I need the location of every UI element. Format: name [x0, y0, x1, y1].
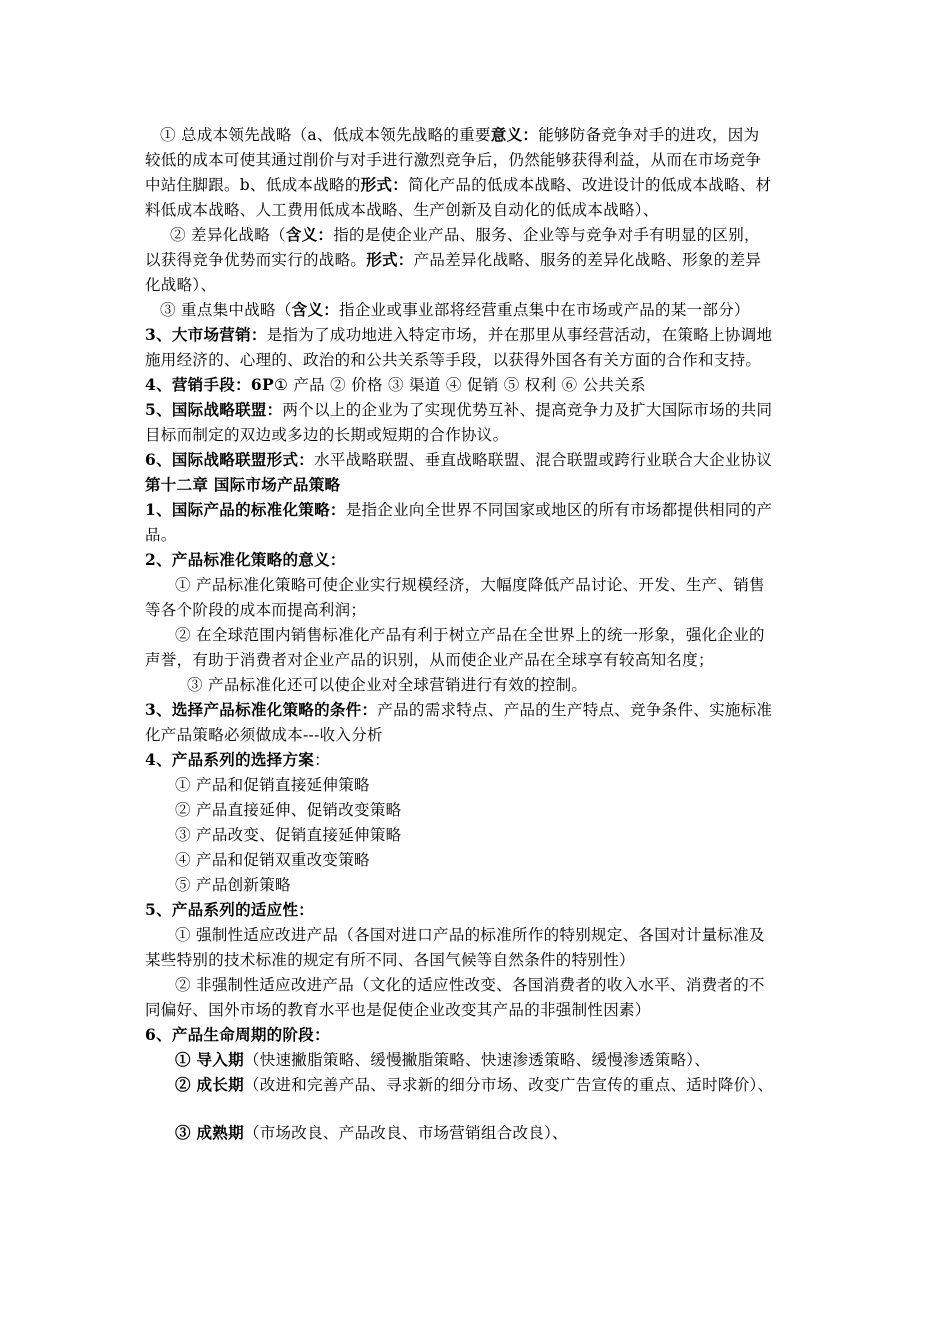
text-line: 中站住脚跟。b、低成本战略的形式：简化产品的低成本战略、改进设计的低成本战略、材 [145, 175, 772, 194]
list-item: ② 产品直接延伸、促销改变策略 [175, 801, 402, 819]
text-line: ② 在全球范围内销售标准化产品有利于树立产品在全世界上的统一形象，强化企业的 [175, 626, 765, 644]
text-line: 4、产品系列的选择方案： [145, 750, 330, 769]
text-line: 2、产品标准化策略的意义： [145, 550, 346, 569]
text-line: 施用经济的、心理的、政治的和公共关系等手段，以获得外国各有关方面的合作和支持。 [145, 351, 762, 369]
text-line: ③ 产品标准化还可以使企业对全球营销进行有效的控制。 [187, 676, 588, 694]
text-line: 5、产品系列的适应性： [145, 900, 315, 919]
text-line: 料低成本战略、人工费用低成本战略、生产创新及自动化的低成本战略）、 [145, 201, 659, 219]
text-line: 化战略）、 [145, 276, 217, 294]
text-line: 3、大市场营销：是指为了成功地进入特定市场，并在那里从事经营活动，在策略上协调地 [145, 325, 773, 344]
text-line: 等各个阶段的成本而提高利润； [145, 601, 367, 619]
list-item: ① 导入期（快速撇脂策略、缓慢撇脂策略、快速渗透策略、缓慢渗透策略）、 [175, 1050, 711, 1069]
text-line: 化产品策略必须做成本---收入分析 [145, 726, 383, 744]
text-line: 5、国际战略联盟：两个以上的企业为了实现优势互补、提高竞争力及扩大国际市场的共同 [145, 400, 773, 419]
list-item: ⑤ 产品创新策略 [175, 876, 291, 894]
list-item: ① 产品和促销直接延伸策略 [175, 776, 370, 794]
text-line: 4、营销手段：6P① 产品 ② 价格 ③ 渠道 ④ 促销 ⑤ 权利 ⑥ 公共关系 [145, 375, 646, 394]
text-line: 目标而制定的双边或多边的长期或短期的合作协议。 [145, 426, 509, 444]
list-item: ② 成长期（改进和完善产品、寻求新的细分市场、改变广告宣传的重点、适时降价）、 [175, 1075, 774, 1094]
text-line: 同偏好、国外市场的教育水平也是促使企业改变其产品的非强制性因素） [145, 1001, 651, 1019]
text-line: 某些特别的技术标准的规定有所不同、各国气候等自然条件的特别性） [145, 951, 635, 969]
text-line: 3、选择产品标准化策略的条件：产品的需求特点、产品的生产特点、竞争条件、实施标准 [145, 700, 773, 719]
chapter-heading: 第十二章 国际市场产品策略 [145, 475, 341, 494]
text-line: 1、国际产品的标准化策略：是指企业向全世界不同国家或地区的所有市场都提供相同的产 [145, 500, 773, 519]
text-line: ③ 重点集中战略（含义：指企业或事业部将经营重点集中在市场或产品的某一部分） [160, 300, 750, 319]
text-line: 以获得竞争优势而实行的战略。形式：产品差异化战略、服务的差异化战略、形象的差异 [145, 250, 762, 269]
list-item: ④ 产品和促销双重改变策略 [175, 851, 370, 869]
text-line: 较低的成本可使其通过削价与对手进行激烈竞争后，仍然能够获得利益，从而在市场竞争 [145, 151, 762, 169]
text-line: 6、产品生命周期的阶段： [145, 1025, 330, 1044]
list-item: ③ 产品改变、促销直接延伸策略 [175, 826, 402, 844]
text-line: ② 非强制性适应改进产品（文化的适应性改变、各国消费者的收入水平、消费者的不 [175, 976, 765, 994]
text-line: 6、国际战略联盟形式：水平战略联盟、垂直战略联盟、混合联盟或跨行业联合大企业协议 [145, 450, 773, 469]
text-line: 声誉，有助于消费者对企业产品的识别，从而使企业产品在全球享有较高知名度； [145, 651, 714, 669]
text-line: ① 产品标准化策略可使企业实行规模经济，大幅度降低产品讨论、开发、生产、销售 [175, 576, 765, 594]
text-line: 品。 [145, 526, 177, 544]
text-line: ① 强制性适应改进产品（各国对进口产品的标准所作的特别规定、各国对计量标准及 [175, 926, 765, 944]
text-line: ② 差异化战略（含义：指的是使企业产品、服务、企业等与竞争对手有明显的区别， [170, 225, 760, 244]
text-line: ① 总成本领先战略（a、低成本领先战略的重要意义：能够防备竞争对手的进攻，因为 [160, 125, 760, 144]
list-item: ③ 成熟期（市场改良、产品改良、市场营销组合改良）、 [175, 1123, 568, 1142]
